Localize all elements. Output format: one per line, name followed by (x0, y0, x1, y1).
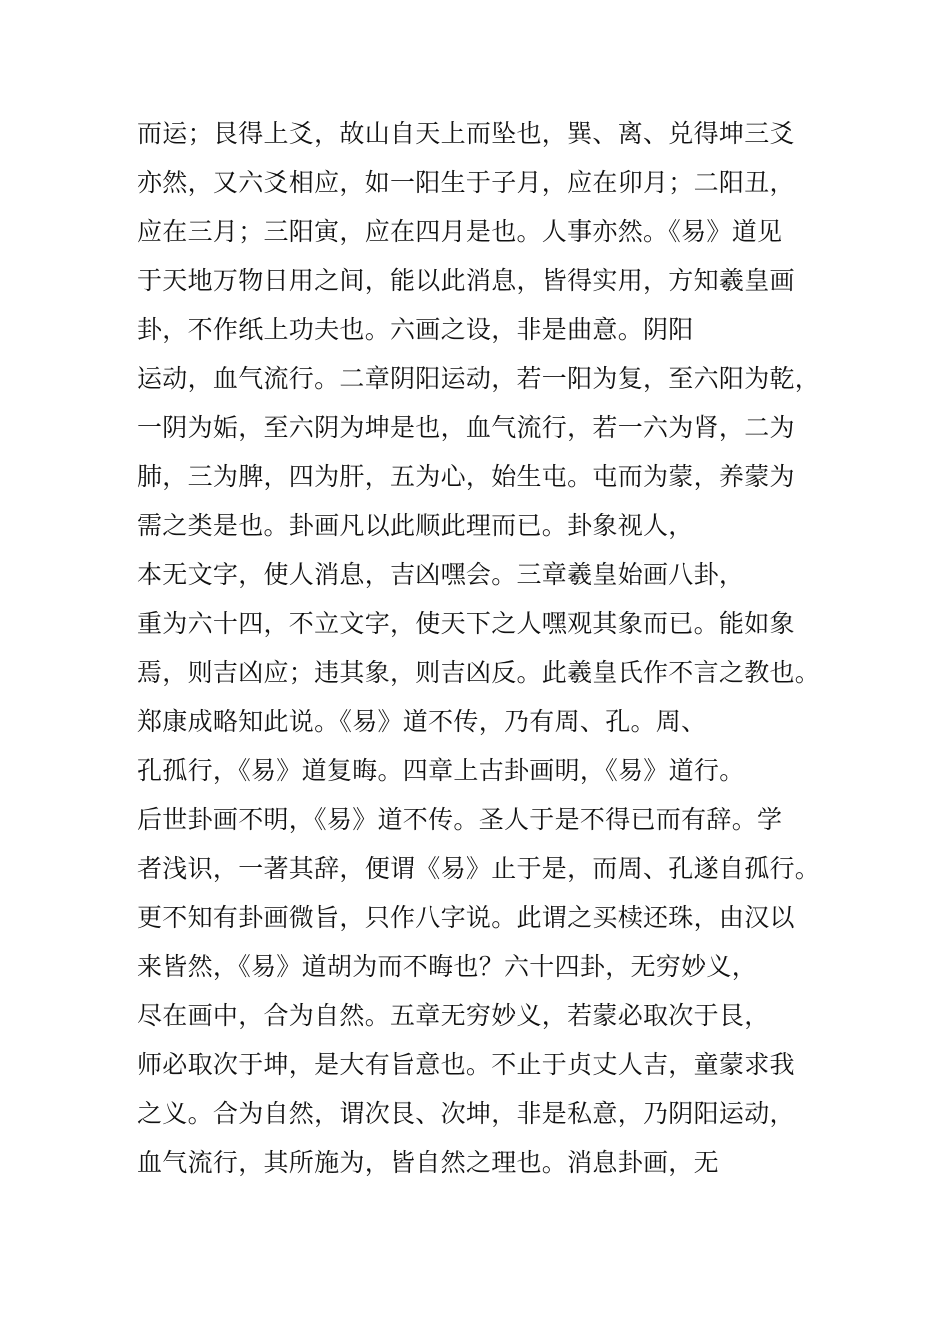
text-line: 孔孤行，《易》道复晦。四章上古卦画明，《易》道行。 (137, 756, 745, 785)
text-line: 肺，三为脾，四为肝，五为心，始生屯。屯而为蒙，养蒙为 (137, 462, 795, 491)
text-line: 应在三月；三阳寅，应在四月是也。人事亦然。《易》道见 (137, 217, 783, 246)
text-line: 师必取次于坤，是大有旨意也。不止于贞丈人吉，童蒙求我 (137, 1050, 795, 1079)
text-line: 来皆然，《易》道胡为而不晦也？六十四卦，无穷妙义， (137, 952, 758, 981)
text-line: 运动，血气流行。二章阴阳运动，若一阳为复，至六阳为乾， (137, 364, 821, 393)
text-line: 重为六十四，不立文字，使天下之人嘿观其象而已。能如象 (137, 609, 795, 638)
text-line: 后世卦画不明，《易》道不传。圣人于是不得已而有辞。学 (137, 805, 783, 834)
text-line: 更不知有卦画微旨，只作八字说。此谓之买椟还珠，由汉以 (137, 903, 795, 932)
text-line: 者浅识，一著其辞，便谓《易》止于是，而周、孔遂自孤行。 (137, 854, 821, 883)
text-line: 而运；艮得上爻，故山自天上而坠也，巽、离、兑得坤三爻 (137, 119, 795, 148)
text-line: 卦，不作纸上功夫也。六画之设，非是曲意。阴阳 (137, 315, 694, 344)
text-body (137, 109, 837, 1187)
text-line: 于天地万物日用之间，能以此消息，皆得实用，方知羲皇画 (137, 266, 795, 295)
text-line: 之义。合为自然，谓次艮、次坤，非是私意，乃阴阳运动， (137, 1099, 795, 1128)
text-line: 亦然，又六爻相应，如一阳生于子月，应在卯月；二阳丑， (137, 168, 795, 197)
text-line: 需之类是也。卦画凡以此顺此理而已。卦象视人， (137, 511, 694, 540)
text-line: 尽在画中，合为自然。五章无穷妙义，若蒙必取次于艮， (137, 1001, 770, 1030)
text-line: 血气流行，其所施为，皆自然之理也。消息卦画，无 (137, 1148, 719, 1177)
text-line: 本无文字，使人消息，吉凶嘿会。三章羲皇始画八卦， (137, 560, 745, 589)
text-line: 郑康成略知此说。《易》道不传，乃有周、孔。周、 (137, 707, 707, 736)
text-line: 一阴为姤，至六阴为坤是也，血气流行，若一六为肾，二为 (137, 413, 795, 442)
text-line: 焉，则吉凶应；违其象，则吉凶反。此羲皇氏作不言之教也。 (137, 658, 821, 687)
